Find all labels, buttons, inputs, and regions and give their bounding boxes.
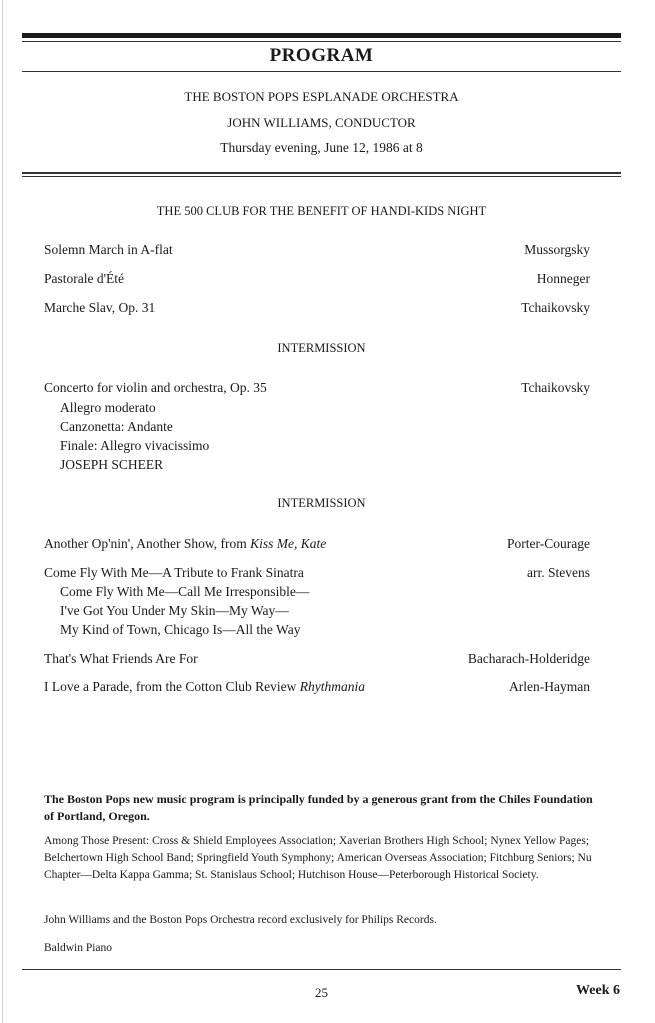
program-item [44, 651, 590, 667]
week-label: Week 6 [576, 983, 620, 998]
event-subtitle: THE 500 CLUB FOR THE BENEFIT OF HANDI-KIDS NIGHT [156, 204, 487, 218]
records-note: John Williams and the Boston Pops Orchestra record exclusively for Philips Records. [44, 914, 437, 926]
piece-title: Marche Slav, Op. 31 [44, 300, 156, 315]
medley-line: I've Got You Under My Skin—My Way— [60, 603, 289, 618]
conductor: JOHN WILLIAMS, CONDUCTOR [227, 115, 416, 130]
top-thick-rule [22, 33, 621, 38]
composer: Arlen-Hayman [509, 679, 590, 694]
double-rule-bottom [22, 176, 621, 177]
piece-title: Another Op'nin', Another Show, from Kiss Me, Kate [44, 536, 327, 551]
medley-line: My Kind of Town, Chicago Is—All the Way [60, 622, 301, 637]
orchestra-name: THE BOSTON POPS ESPLANADE ORCHESTRA [184, 89, 459, 104]
title-rule [22, 71, 621, 72]
program-item [44, 565, 590, 581]
composer: Tchaikovsky [521, 380, 590, 395]
piece-title: Come Fly With Me—A Tribute to Frank Sinatra [44, 565, 304, 580]
movement: Finale: Allegro vivacissimo [60, 438, 210, 453]
footer-rule [22, 969, 621, 970]
piece-title: I Love a Parade, from the Cotton Club Review Rhythmania [44, 679, 365, 694]
program-item [44, 300, 590, 316]
piano-note: Baldwin Piano [44, 942, 113, 954]
intermission-label: INTERMISSION [277, 341, 366, 355]
movement: Allegro moderato [60, 400, 156, 415]
program-item [44, 380, 590, 396]
double-rule-top [22, 172, 621, 174]
page-number: 25 [315, 985, 328, 1000]
among-those-present: Among Those Present: Cross & Shield Employees Association; Xaverian Brothers High School; Nynex Yellow Pages; Belchertown High School Band; Springfield Youth Symphony; American Overseas Association; Fitchburg Seniors; Nu Chapter—Delta Kappa Gamma; St. Stanislaus School; Hutchison House—Peterborough Historical Society. [44, 835, 592, 881]
composer: Porter-Courage [507, 536, 590, 551]
soloist: JOSEPH SCHEER [60, 457, 164, 472]
top-thin-rule [22, 41, 621, 42]
piece-title: Pastorale d'Été [44, 271, 125, 286]
piece-title: Solemn March in A-flat [44, 242, 173, 257]
page-title: PROGRAM [269, 45, 374, 66]
composer: Tchaikovsky [521, 300, 590, 315]
program-item [44, 679, 590, 695]
piece-title: That's What Friends Are For [44, 651, 198, 666]
program-item [44, 536, 590, 552]
program-item [44, 242, 590, 258]
composer: Mussorgsky [524, 242, 590, 257]
composer: Bacharach-Holderidge [467, 651, 590, 666]
medley-line: Come Fly With Me—Call Me Irresponsible— [60, 584, 310, 599]
intermission-label: INTERMISSION [277, 496, 366, 510]
concert-date: Thursday evening, June 12, 1986 at 8 [220, 140, 423, 155]
piece-title: Concerto for violin and orchestra, Op. 35 [44, 380, 267, 395]
funding-note: The Boston Pops new music program is principally funded by a generous grant from the Chiles Foundation of Portland, Oregon. [44, 792, 593, 823]
composer: arr. Stevens [527, 565, 590, 580]
movement: Canzonetta: Andante [60, 419, 173, 434]
program-item [44, 271, 590, 287]
composer: Honneger [536, 271, 590, 286]
